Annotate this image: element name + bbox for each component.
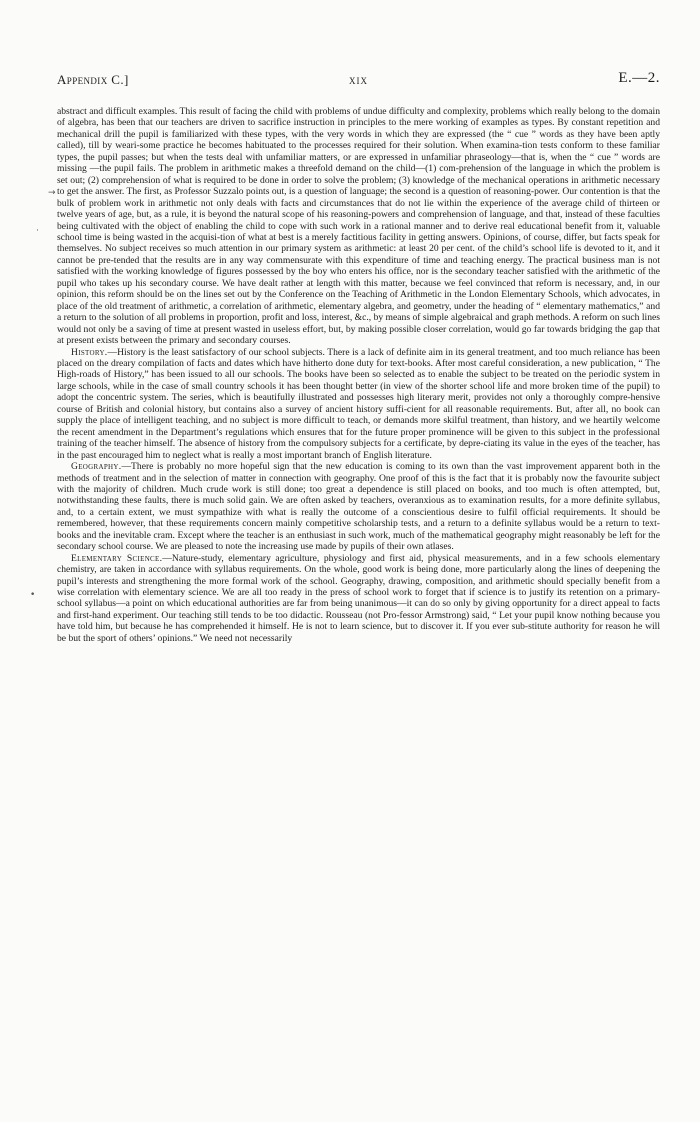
margin-mark: · xyxy=(36,226,39,236)
paragraph-arithmetic: abstract and difficult examples. This result of facing the child with problems of undue difficulty and complexity, problems which really belong to the domain of algebra, has been that our teachers are driven to sacrifice instruction in principles to the mere working of examples as types. By constant repetition and mechanical drill the pupil is familiarized with these types, with the very words in which they are expressed (the “ cue ” words as they have been aptly called), till by weari-some practice he becomes habituated to the processes required for their solution. When examina-tion tests conform to these familiar types, the pupil passes; but when the tests deal with unfamiliar matters, or are expressed in unfamiliar phraseology—that is, when the “ cue ” words are missing —the pupil fails. The problem in arithmetic makes a threefold demand on the child—(1) com-prehension of the language in which the problem is set out; (2) comprehension of what is required to be done in order to solve the problem; (3) knowledge of the mechanical operations in arithmetic necessary to get the answer. The first, as Professor Suzzalo points out, is a question of language; the second is a question of reasoning-power. Our contention is that the bulk of problem work in arithmetic not only deals with facts and circumstances that do not lie within the experience of the average child of thirteen or twelve years of age, but, as a rule, it is beyond the natural scope of his reasoning-powers and comprehension of language, and that, instead of these faculties being cultivated with the object of enabling the child to cope with such work in a rational manner and to derive real educational benefit from it, valuable school time is being wasted in the acquisi-tion of what at best is a merely factitious facility in getting answers. Opinions, of course, differ, but facts speak for themselves. No subject receives so much attention in our primary system as arithmetic: at least 20 per cent. of the child’s school life is devoted to it, and it cannot be pre-tended that the results are in any way commensurate with this expenditure of time and teaching energy. The practical business man is not satisfied with the working knowledge of figures possessed by the boy who enters his office, nor is the secondary teacher satisfied with the arithmetic of the pupil who takes up his secondary course. We have dealt rather at length with this matter, because we feel convinced that reform is necessary, and, in our opinion, this reform should be on the lines set out by the Conference on the Teaching of Arithmetic in the London Elementary Schools, which advocates, in place of the old treatment of arithmetic, a correlation of arithmetic, elementary algebra, and geometry, under the heading of “ elementary mathematics,” and a return to the solution of all problems in proportion, profit and loss, interest, &c., by means of simple algebraical and graph methods. A reform on such lines would not only be a saving of time at present wasted in useless effort, but, by making possible closer correlation, would go far towards bridging the gap that at present exists between the primary and secondary courses. xyxy=(57,106,660,347)
geography-text: —There is probably no more hopeful sign that the new education is coming to its own than the vast improvement apparent both in the methods of treatment and in the selection of matter in connection with geography. One proof of this is the fact that it is probably now the favourite subject with the majority of children. Much crude work is still done; too great a dependence is still placed on books, and too much is often attempted, but, notwithstanding these faults, there is much solid gain. We are often asked by teachers, overanxious as to examination results, for a more definite syllabus, and, to a certain extent, we must sympathize with what is really the outcome of a conscientious desire to fulfil official requirements. It should be remembered, however, that these requirements concern mainly competitive scholarship tests, and a return to a definite syllabus would be a return to text-books and the inevitable cram. Except where the teacher is an enthusiast in such work, much of the mathematical geography might reasonably be left for the secondary school course. We are pleased to note the increasing use made by pupils of their own atlases. xyxy=(57,461,660,553)
header-page-number: xix xyxy=(349,72,368,87)
section-heading-geography: Geography. xyxy=(71,461,122,473)
section-heading-science: Elementary Science. xyxy=(71,552,163,564)
body-text xyxy=(57,106,660,644)
paragraph-geography xyxy=(57,461,660,553)
science-text: —Nature-study, elementary agriculture, physiology and first aid, physical measurements, and in a few schools elementary chemistry, are taken in accordance with syllabus requirements. On the whole, good work is being done, more particularly along the lines of deepening the pupil’s interests and strengthening the more formal work of the school. Geography, drawing, composition, and arithmetic should specially benefit from a wise correlation with elementary science. We are all too ready in the press of school work to forget that if science is to justify its retention on a primary-school syllabus—a point on which educational authorities are far from being unanimous—it can do so only by giving opportunity for a direct appeal to facts and first-hand experiment. Our teaching still tends to be too didactic. Rousseau (not Pro-fessor Armstrong) said, “ Let your pupil know nothing because you have told him, but because he has comprehended it himself. He is not to learn science, but to discover it. If you ever sub-stitute authority for reason he will be but the sport of others’ opinions.” We need not necessarily xyxy=(57,552,661,644)
header-appendix: Appendix C.] xyxy=(57,72,129,87)
paragraph-elementary-science xyxy=(57,553,660,645)
page-header xyxy=(57,70,660,92)
history-text: —History is the least satisfactory of our school subjects. There is a lack of definite aim in its general treatment, and too much reliance has been placed on the dreary compilation of facts and dates which have hitherto done duty for text-books. After most careful consideration, a new publication, “ The High-roads of History,” has been issued to all our schools. The books have been so selected as to enable the subject to be treated on the periodic system in large schools, while in the case of small country schools it has been thought better (in view of the shorter school life and more broken time of the pupil) to adopt the concentric system. The series, which is beautifully illustrated and possesses high literary merit, provides not only a thoroughly compre-hensive course of British and colonial history, but contains also a survey of ancient history suffi-cient for all reasonable requirements. But, after all, no book can supply the place of intelligent teaching, and no subject is more difficult to teach, or demands more skilful treatment, than history, and we heartily welcome the recent amendment in the Department’s regulations which ensures that for the future proper prominence will be given to this subject in the professional training of the teacher himself. The absence of history from the compulsory subjects for a certificate, by depre-ciating its value in the eyes of the teacher, has in the past encouraged him to neglect what is really a most important branch of English literature. xyxy=(57,346,660,461)
margin-mark: → xyxy=(48,188,56,198)
paragraph-history xyxy=(57,347,660,462)
header-document-code: E.—2. xyxy=(618,70,660,86)
section-heading-history: History. xyxy=(71,346,108,358)
margin-mark: • xyxy=(30,590,36,600)
